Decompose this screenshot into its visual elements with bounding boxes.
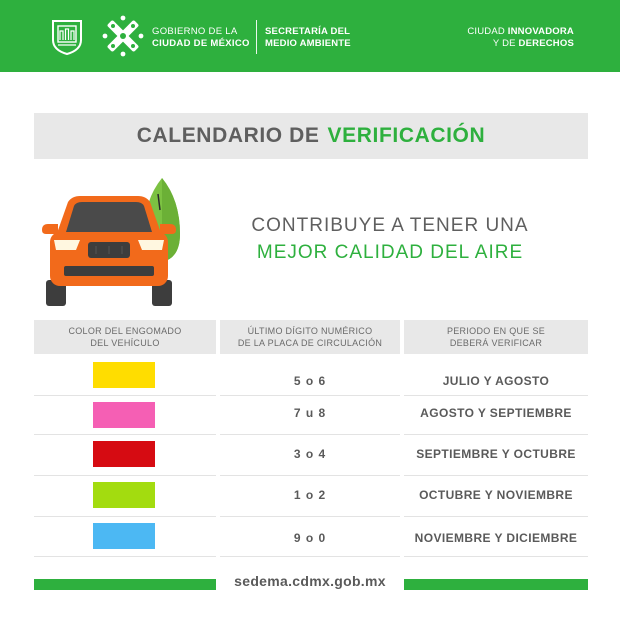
column-header-color-line2: DEL VEHÍCULO <box>90 338 160 348</box>
column-header-period-line2: DEBERÁ VERIFICAR <box>449 338 543 348</box>
page-title <box>34 113 588 159</box>
footer-bar-left <box>34 579 216 590</box>
city-slogan <box>467 26 574 50</box>
column-header-digit-line2: DE LA PLACA DE CIRCULACIÓN <box>237 338 383 348</box>
plate-digits: 5 o 6 <box>293 374 327 388</box>
sticker-color-swatch <box>93 362 155 388</box>
column-header-digit <box>220 320 400 354</box>
column-header-color <box>34 320 216 354</box>
row-divider <box>220 556 400 557</box>
column-header-color-line1: COLOR DEL ENGOMADO <box>68 326 182 336</box>
row-divider <box>404 516 588 517</box>
sticker-color-swatch <box>93 441 155 467</box>
slogan-line2: MEJOR CALIDAD DEL AIRE <box>256 242 524 263</box>
city-crest-icon <box>50 18 84 56</box>
verification-period: NOVIEMBRE Y DICIEMBRE <box>414 531 578 545</box>
cdmx-logo-icon <box>100 13 146 59</box>
row-divider <box>404 395 588 396</box>
footer-bar-right <box>404 579 588 590</box>
city-slogan-line2-b: DERECHOS <box>518 38 574 49</box>
car-icon <box>34 176 184 308</box>
plate-digits: 1 o 2 <box>293 488 327 502</box>
department-name-line2: MEDIO AMBIENTE <box>265 38 351 49</box>
slogan <box>220 212 560 266</box>
column-header-period <box>404 320 588 354</box>
header-divider <box>256 20 257 54</box>
city-slogan-line1-a: CIUDAD <box>467 26 508 37</box>
government-name-line1: GOBIERNO DE LA <box>152 26 238 37</box>
sticker-color-swatch <box>93 523 155 549</box>
header-bar <box>0 0 620 72</box>
verification-period: OCTUBRE Y NOVIEMBRE <box>419 488 573 502</box>
row-divider <box>220 434 400 435</box>
plate-digits: 9 o 0 <box>293 531 327 545</box>
row-divider <box>34 395 216 396</box>
footer-url-link[interactable]: sedema.cdmx.gob.mx <box>234 573 386 589</box>
row-divider <box>34 516 216 517</box>
row-divider <box>220 475 400 476</box>
city-slogan-line1-b: INNOVADORA <box>507 26 574 37</box>
city-slogan-line2-a: Y DE <box>492 38 519 49</box>
plate-digits: 3 o 4 <box>293 447 327 461</box>
row-divider <box>404 475 588 476</box>
department-name <box>265 26 351 50</box>
row-divider <box>220 395 400 396</box>
verification-period: AGOSTO Y SEPTIEMBRE <box>420 406 572 420</box>
row-divider <box>34 475 216 476</box>
government-name-line2: CIUDAD DE MÉXICO <box>152 38 250 49</box>
page-title-part2: VERIFICACIÓN <box>327 124 486 147</box>
page-title-part1: CALENDARIO DE <box>136 124 320 147</box>
column-header-digit-line1: ÚLTIMO DÍGITO NUMÉRICO <box>247 326 373 336</box>
plate-digits: 7 u 8 <box>293 406 327 420</box>
government-name <box>152 26 250 50</box>
sticker-color-swatch <box>93 402 155 428</box>
sticker-color-swatch <box>93 482 155 508</box>
row-divider <box>34 556 216 557</box>
slogan-line1: CONTRIBUYE A TENER UNA <box>251 215 529 236</box>
department-name-line1: SECRETARÍA DEL <box>265 26 351 37</box>
row-divider <box>404 434 588 435</box>
column-header-period-line1: PERIODO EN QUE SE <box>446 326 546 336</box>
row-divider <box>404 556 588 557</box>
row-divider <box>220 516 400 517</box>
verification-period: JULIO Y AGOSTO <box>442 374 550 388</box>
verification-period: SEPTIEMBRE Y OCTUBRE <box>416 447 576 461</box>
row-divider <box>34 434 216 435</box>
